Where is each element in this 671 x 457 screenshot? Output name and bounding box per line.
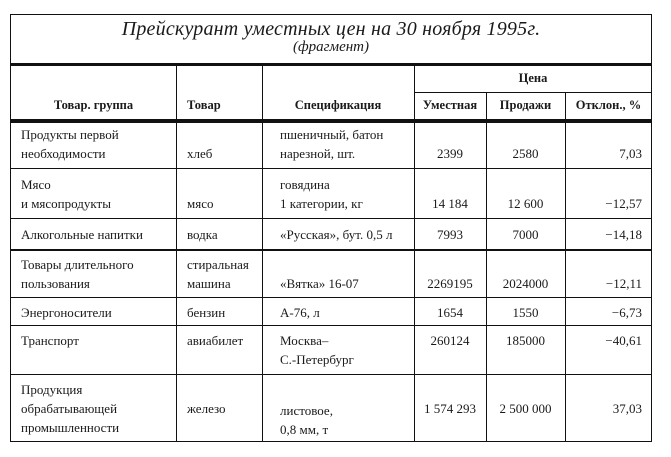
cell-dev: 37,03 [612, 401, 642, 416]
cell-sale: 7000 [512, 227, 539, 242]
table-title: Прейскурант уместных цен на 30 ноября 1995г. [121, 18, 541, 40]
cell-product: мясо [187, 196, 214, 211]
cell-fair: 1 574 293 [424, 401, 476, 416]
cell-group: Продукты первой необходимости [21, 127, 119, 161]
cell-spec: пшеничный, батон нарезной, шт. [280, 127, 384, 161]
cell-sale: 185000 [506, 333, 545, 348]
cell-sale: 2580 [512, 146, 539, 161]
cell-product: водка [187, 227, 218, 242]
header-price: Цена [518, 71, 548, 85]
cell-fair: 7993 [437, 227, 463, 242]
cell-fair: 1654 [437, 305, 463, 320]
row-divider [11, 249, 652, 251]
cell-dev: −12,11 [605, 276, 642, 291]
price-list-table [10, 14, 652, 442]
cell-group: Алкогольные напитки [21, 227, 143, 242]
cell-spec: «Русская», бут. 0,5 л [280, 227, 393, 242]
header-divider [11, 119, 652, 123]
cell-sale: 2024000 [502, 276, 549, 291]
cell-group: Продукция обрабатывающей промышленности [21, 382, 120, 435]
table-subtitle: (фрагмент) [293, 39, 369, 55]
cell-dev: −12,57 [605, 196, 642, 211]
price-subheader-divider [414, 92, 652, 93]
cell-group: Энергоносители [21, 305, 112, 320]
row-divider [11, 168, 652, 169]
cell-dev: 7,03 [619, 146, 642, 161]
cell-sale: 12 600 [507, 196, 544, 211]
row-divider [11, 297, 652, 298]
row-divider [11, 218, 652, 219]
cell-fair: 260124 [430, 333, 470, 348]
header-product: Товар [187, 98, 221, 112]
cell-spec: «Вятка» 16-07 [280, 276, 359, 291]
header-fair: Уместная [422, 98, 478, 112]
cell-product: хлеб [187, 146, 213, 161]
cell-group: Товары длительного пользования [21, 257, 134, 291]
cell-product: железо [187, 401, 226, 416]
header-sale: Продажи [499, 98, 552, 112]
cell-group: Мясо и мясопродукты [21, 177, 111, 211]
cell-fair: 14 184 [432, 196, 468, 211]
header-dev: Отклон., % [575, 98, 642, 112]
cell-spec: Москва– С.-Петербург [280, 333, 354, 367]
cell-sale: 2 500 000 [499, 401, 552, 416]
header-group: Товар. группа [53, 98, 134, 112]
cell-product: бензин [187, 305, 226, 320]
cell-dev: −6,73 [611, 305, 642, 320]
cell-dev: −14,18 [605, 227, 642, 242]
cell-sale: 1550 [512, 305, 539, 320]
cell-group: Транспорт [21, 333, 79, 348]
row-divider [11, 325, 652, 326]
cell-product: авиабилет [187, 333, 244, 348]
cell-spec: листовое, 0,8 мм, т [280, 403, 333, 437]
title-block [11, 15, 651, 66]
cell-spec: говядина 1 категории, кг [280, 177, 363, 211]
cell-dev: −40,61 [605, 333, 642, 348]
row-divider [11, 374, 652, 375]
cell-product: стиральная машина [187, 257, 249, 291]
cell-fair: 2399 [437, 146, 463, 161]
cell-spec: А-76, л [280, 305, 320, 320]
cell-fair: 2269195 [427, 276, 473, 291]
header-spec: Спецификация [294, 98, 382, 112]
